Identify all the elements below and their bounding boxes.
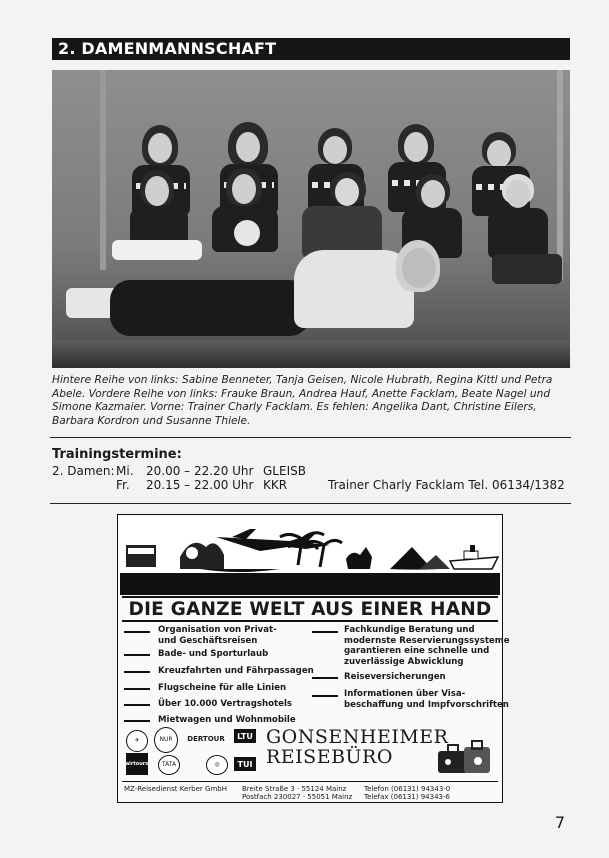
training-place: KKR: [263, 478, 288, 492]
bullet-dash: [124, 720, 150, 722]
divider: [50, 437, 571, 438]
bullet-dash: [124, 704, 150, 706]
training-title: Trainingstermine:: [52, 447, 182, 462]
ad-headline: DIE GANZE WELT AUS EINER HAND: [128, 599, 492, 620]
dertour-logo: DERTOUR: [187, 734, 225, 743]
trainer-contact: Trainer Charly Facklam Tel. 06134/1382: [328, 478, 565, 492]
brand-name: GONSENHEIMER: [266, 726, 449, 748]
ltu-logo: LTU: [234, 729, 256, 743]
bullet-dash: [312, 695, 338, 697]
photo-pillar: [557, 70, 563, 280]
bullet-dash: [124, 688, 150, 690]
bullet-dash: [124, 631, 150, 633]
ad-service-item: Organisation von Privat- und Geschäftsreisen: [158, 625, 277, 646]
training-time: 20.15 – 22.00 Uhr: [146, 478, 254, 492]
company-address: Postfach 230027 · 55051 Mainz: [242, 793, 353, 801]
bullet-dash: [124, 671, 150, 673]
photo-floor: [52, 340, 570, 368]
training-time: 20.00 – 22.20 Uhr: [146, 464, 254, 478]
company-address: Breite Straße 3 · 55124 Mainz: [242, 785, 347, 793]
nur-logo: NUR: [154, 727, 178, 753]
lufthansa-logo-icon: ✈: [126, 730, 148, 752]
divider: [50, 503, 571, 504]
brand-name: REISEBÜRO: [266, 746, 393, 768]
ad-divider: [122, 620, 498, 622]
tata-logo: TATA: [158, 755, 180, 775]
company-name: MZ-Reisedienst Kerber GmbH: [124, 785, 227, 793]
bullet-dash: [124, 654, 150, 656]
tui-logo: TUI: [234, 757, 256, 771]
ad-service-item: Mietwagen und Wohnmobile: [158, 715, 296, 725]
company-fax: Telefax (06131) 94343-6: [364, 793, 450, 801]
company-phone: Telefon (06131) 94343-0: [364, 785, 451, 793]
section-title: 2. DAMENMANNSCHAFT: [52, 38, 570, 60]
training-day: Mi.: [116, 464, 134, 478]
ad-illustration: [120, 517, 500, 595]
travel-agency-ad: [117, 514, 510, 803]
ad-service-item: Flugscheine für alle Linien: [158, 683, 287, 693]
team-label: 2. Damen:: [52, 464, 115, 478]
team-photo: [52, 70, 570, 368]
airtours-logo: airtours: [126, 753, 148, 775]
training-schedule: [52, 464, 572, 494]
page-number: 7: [554, 813, 565, 832]
bullet-dash: [312, 631, 338, 633]
photo-caption: Hintere Reihe von links: Sabine Benneter, Tanja Geisen, Nicole Hubrath, Regina Kittl und Petra Abele. Vordere Reihe von links: Frauke Braun, Andrea Hauf, Anette Facklam, Beate Nagel und Simone Kazmaier. Vorne: Trainer Charly Facklam. Es fehlen: Angelika Dant, Christine Eilers, Barbara Kordron und Susanne Thiele.: [52, 374, 553, 427]
bullet-dash: [312, 677, 338, 679]
ad-service-item: Über 10.000 Vertragshotels: [158, 699, 293, 709]
photo-pillar: [100, 70, 106, 270]
ad-service-item: Fachkundige Beratung und modernste Reservierungssysteme garantieren eine schnelle und zuverlässige Abwicklung: [344, 625, 510, 667]
ad-service-item: Kreuzfahrten und Fährpassagen: [158, 666, 314, 676]
suitcase-icon: [434, 737, 494, 777]
globe-logo-icon: ◎: [206, 755, 228, 775]
ad-service-item: Reiseversicherungen: [344, 672, 446, 682]
training-day: Fr.: [116, 478, 130, 492]
training-place: GLEISB: [263, 464, 306, 478]
ad-service-item: Informationen über Visa- beschaffung und Impfvorschriften: [344, 689, 509, 710]
ad-divider: [122, 781, 498, 782]
ad-service-item: Bade- und Sporturlaub: [158, 649, 269, 659]
ad-divider: [122, 596, 498, 598]
